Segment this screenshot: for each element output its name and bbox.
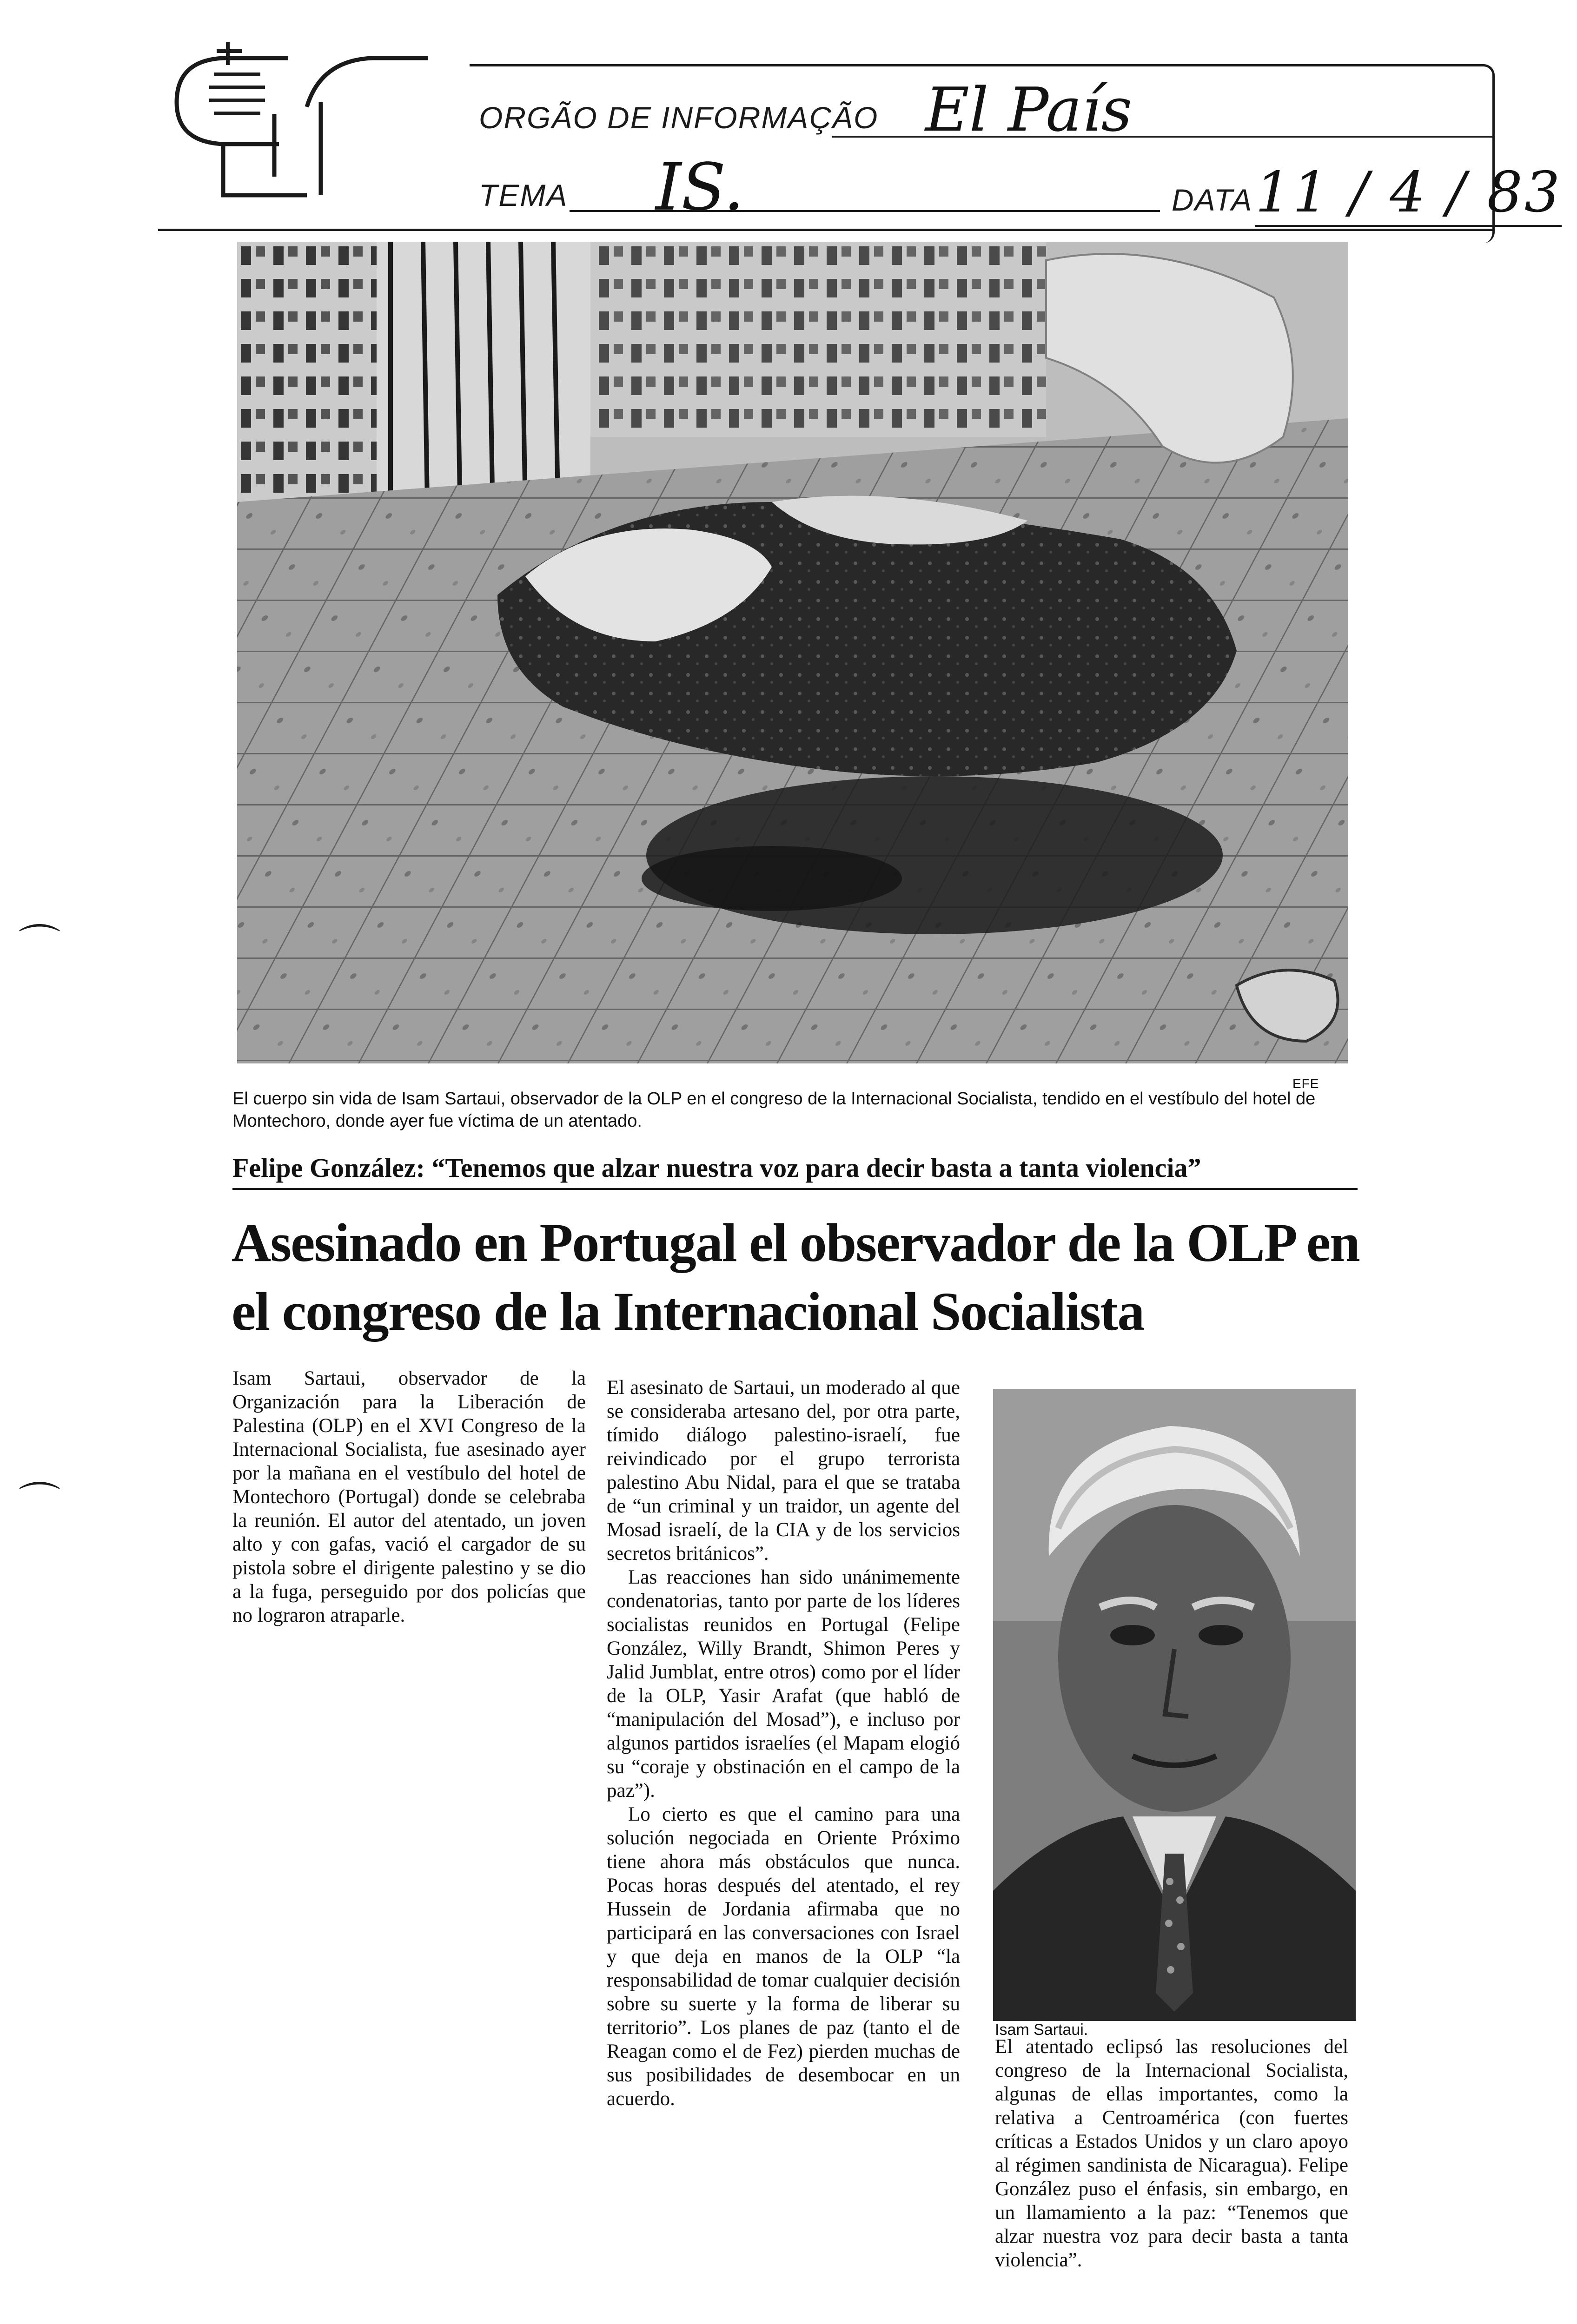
article-column-3 [995, 2035, 1348, 2272]
photo-credit: EFE [1292, 1076, 1319, 1091]
data-value: 11 / 4 / 83 [1255, 160, 1562, 227]
orgao-value: El País [925, 74, 1133, 145]
article-column-2 [607, 1376, 960, 2111]
portrait-photo [993, 1389, 1356, 2021]
scan-margin-mark: ⌒ [19, 1479, 60, 1527]
article-column-1 [232, 1367, 586, 1627]
column-2-paragraph: Lo cierto es que el camino para una solución negociada en Oriente Próximo tiene ahora más obstáculos que nunca. Pocas horas después del atentado, el rey Hussein de Jordania afirmaba que no participará en las conversaciones con Israel y que deja en manos de la OLP “la responsabilidad de tomar cualquier decisión sobre su suerte y la forma de liberar su territorio”. Los planes de paz (tanto el de Reagan como el de Fez) pierden muchas de sus posibilidades de desembocar en un acuerdo. [607, 1803, 960, 2110]
article-kicker: Felipe González: “Tenemos que alzar nuestra voz para decir basta a tanta violencia” [232, 1152, 1358, 1190]
tema-value: IS. [656, 150, 744, 225]
header-divider [158, 229, 1492, 231]
scan-margin-mark: ⌒ [19, 921, 60, 970]
portrait-caption: Isam Sartaui. [995, 2021, 1088, 2039]
article-headline: Asesinado en Portugal el observador de la OLP en el congreso de la Internacional Socialista [232, 1212, 1359, 1342]
news-photo [237, 242, 1348, 1063]
orgao-label: ORGÃO DE INFORMAÇÃO [479, 100, 879, 135]
column-2-paragraph: Las reacciones han sido unánimemente condenatorias, tanto por parte de los líderes socialistas reunidos en Portugal (Felipe González, Willy Brandt, Shimon Peres y Jalid Jumblat, entre otros) como por el líder de la OLP, Yasir Arafat (que habló de “manipulación del Mosad”), e incluso por algunos partidos israelíes (el Mapam elogió su “coraje y obstinación en el campo de la paz”). [607, 1566, 960, 1802]
column-3-paragraph: El atentado eclipsó las resoluciones del congreso de la Internacional Socialista, algunas de ellas importantes, como la relativa a Centroamérica (con fuertes críticas a Estados Unidos y un claro apoyo al régimen sandinista de Nicaragua). Felipe González puso el énfasis, sin embargo, en un llamamiento a la paz: “Tenemos que alzar nuestra voz para decir basta a tanta violencia”. [995, 2036, 1348, 2271]
data-label: DATA [1172, 183, 1253, 217]
tema-label: TEMA [479, 178, 568, 212]
column-1-paragraph: Isam Sartaui, observador de la Organización para la Liberación de Palestina (OLP) en el XVI Congreso de la Internacional Socialista, fue asesinado ayer por la mañana en el vestíbulo del hotel de Montechoro (Portugal) donde se celebraba la reunión. El autor del atentado, un joven alto y con gafas, vació el cargador de su pistola sobre el dirigente palestino y se dio a la fuga, perseguido por dos policías que no lograron atraparle. [232, 1367, 586, 1626]
photo-caption: El cuerpo sin vida de Isam Sartaui, observador de la OLP en el congreso de la Internacional Socialista, tendido en el vestíbulo del hotel de Montechoro, donde ayer fue víctima de un atentado. [232, 1089, 1316, 1131]
column-2-paragraph: El asesinato de Sartaui, un moderado al que se consideraba artesano del, por otra parte, tímido diálogo palestino-israelí, fue reivindicado por el grupo terrorista palestino Abu Nidal, para el que se trataba de “un criminal y un traidor, un agente del Mosad israelí, de la CIA y de los servicios secretos británicos”. [607, 1377, 960, 1565]
archive-logo [167, 33, 432, 209]
